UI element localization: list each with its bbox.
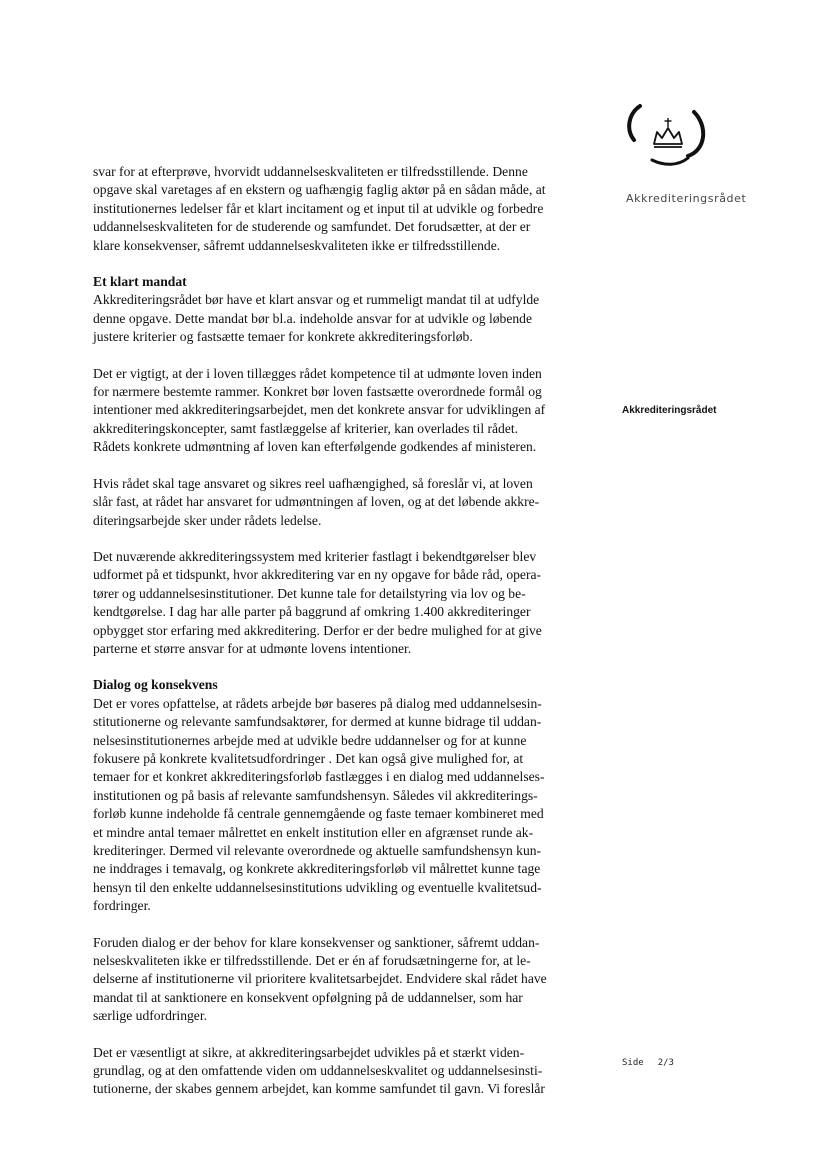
section-heading: Et klart mandat [93,274,187,290]
text-line: tutionerne, der skabes gennem arbejdet, kan komme samfundet til gavn. Vi foreslår [93,1081,545,1097]
paragraph [93,548,593,658]
text-line: ne inddrages i temavalg, og konkrete akkrediteringsforløb vil målrettet kunne tage [93,861,541,877]
paragraph [93,163,593,255]
text-line: denne opgave. Dette mandat bør bl.a. indeholde ansvar for at udvikle og løbende [93,310,533,326]
text-line: Det er vigtigt, at der i loven tillægges rådet kompetence til at udmønte loven inden [93,365,542,381]
text-line: kendtgørelse. I dag har alle parter på baggrund af omkring 1.400 akkrediteringer [93,604,531,620]
text-line: Rådets konkrete udmøntning af loven kan efterfølgende godkendes af ministeren. [93,439,537,455]
body-text [93,163,593,1117]
paragraph [93,475,593,530]
text-line: et mindre antal temaer målrettet en enkelt institution eller en afgrænset runde ak- [93,824,534,840]
text-line: Akkrediteringsrådet bør have et klart ansvar og et rummeligt mandat til at udfylde [93,292,540,308]
text-line: stitutionerne og relevante samfundsaktører, for dermed at kunne bidrage til uddan- [93,714,542,730]
sender-label: Akkrediteringsrådet [622,405,717,416]
text-line: temaer for et konkret akkrediteringsforløb fastlægges i en dialog med uddannelses- [93,769,545,785]
page-label: Side [622,1058,644,1068]
paragraph [93,934,593,1026]
logo-wordmark: Akkrediteringsrådet [626,192,747,205]
text-line: delserne af institutionerne vil prioritere kvalitetsarbejdet. Endvidere skal rådet have [93,971,547,987]
text-line: Hvis rådet skal tage ansvaret og sikres reel uafhængighed, så foreslår vi, at loven [93,475,533,491]
paragraph [93,1044,593,1099]
text-line: institutionen og på basis af relevante samfundshensyn. Således vil akkrediterings- [93,787,538,803]
text-line: intentioner med akkrediteringsarbejdet, men det konkrete ansvar for udviklingen af [93,402,546,418]
text-line: hensyn til den enkelte uddannelsesinstitutions udvikling og eventuelle kvalitetsud- [93,879,542,895]
page-number: 2/3 [657,1058,674,1068]
crown-logo-icon [624,100,714,175]
text-line: for nærmere bestemte rammer. Konkret bør loven fastsætte overordnede formål og [93,384,542,400]
text-line: opgave skal varetages af en ekstern og uafhængig faglig aktør på en sådan måde, at [93,182,546,198]
text-line: justere kriterier og fastsætte temaer for konkrete akkrediteringsforløb. [93,329,473,345]
text-line: nelseskvaliteten ikke er tilfredsstillende. Det er én af forudsætningerne for, at le- [93,953,531,969]
text-line: institutionernes ledelser får et klart incitament og et input til at udvikle og forbedre [93,200,544,216]
text-line: svar for at efterprøve, hvorvidt uddannelseskvaliteten er tilfredsstillende. Denne [93,164,528,179]
text-line: fordringer. [93,898,151,914]
text-line: krediteringer. Dermed vil relevante overordnede og aktuelle samfundshensyn kun- [93,843,542,858]
text-line: særlige udfordringer. [93,1008,208,1024]
paragraph [93,676,593,915]
text-line: grundlag, og at den omfattende viden om uddannelseskvalitet og uddannelsesinsti- [93,1063,543,1079]
text-line: uddannelseskvaliteten for de studerende og samfundet. Det forudsætter, at der er [93,219,531,235]
text-line: Foruden dialog er der behov for klare konsekvenser og sanktioner, såfremt uddan- [93,934,540,950]
text-line: udformet på et tidspunkt, hvor akkreditering var en ny opgave for både råd, opera- [93,567,542,583]
page-footer [622,1058,688,1068]
paragraph [93,273,593,347]
text-line: akkrediteringskoncepter, samt fastlæggelse af kriterier, kan overlades til rådet. [93,420,519,436]
text-line: parterne et større ansvar for at udmønte lovens intentioner. [93,640,412,656]
text-line: fokusere på konkrete kvalitetsudfordringer . Det kan også give mulighed for, at [93,750,524,766]
text-line: Det nuværende akkrediteringssystem med kriterier fastlagt i bekendtgørelser blev [93,548,537,564]
text-line: forløb kunne indeholde få centrale gennemgående og faste temaer kombineret med [93,806,544,822]
text-line: nelsesinstitutionernes arbejde med at udvikle bedre uddannelser og for at kunne [93,732,527,748]
text-line: tører og uddannelsesinstitutioner. Det kunne tale for detailstyring via lov og be- [93,585,526,601]
text-line: slår fast, at rådet har ansvaret for udmøntningen af loven, og at det løbende akkre- [93,494,540,510]
text-line: klare konsekvenser, såfremt uddannelseskvaliteten ikke er tilfredsstillende. [93,237,501,253]
text-line: opbygget stor erfaring med akkreditering. Derfor er der bedre mulighed for at give [93,622,542,638]
text-line: Det er væsentligt at sikre, at akkrediteringsarbejdet udvikles på et stærkt viden- [93,1044,525,1060]
paragraph [93,365,593,457]
section-heading: Dialog og konsekvens [93,677,218,693]
text-line: Det er vores opfattelse, at rådets arbejde bør baseres på dialog med uddannelsesin- [93,695,542,711]
text-line: mandat til at sanktionere en konsekvent opfølgning på de uddannelser, som har [93,989,523,1005]
text-line: diteringsarbejde sker under rådets ledelse. [93,512,322,528]
